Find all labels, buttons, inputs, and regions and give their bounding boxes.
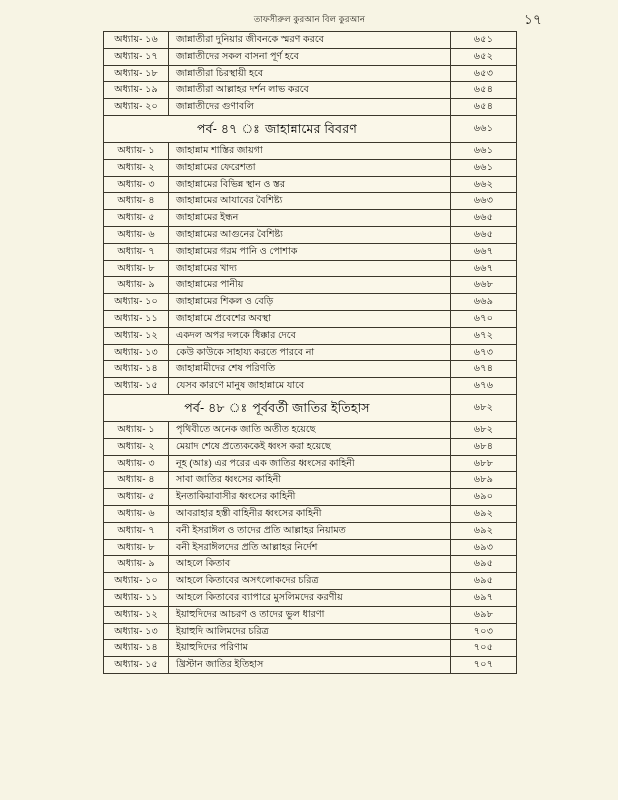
chapter-page-number: ৬৮৯ <box>451 472 517 489</box>
chapter-title: বনী ইসরাঈলদের প্রতি আল্লাহর নির্দেশ <box>169 539 451 556</box>
chapter-page-number: ৬৯০ <box>451 489 517 506</box>
chapter-title: খ্রিস্টান জাতির ইতিহাস <box>169 657 451 674</box>
table-row <box>104 310 517 327</box>
running-header <box>103 11 516 29</box>
chapter-page-number: ৬৯৫ <box>451 556 517 573</box>
part-colon: ঃ <box>241 121 261 136</box>
chapter-label: অধ্যায়- ১৩ <box>104 623 169 640</box>
part-number-label: পর্ব- ৪৭ <box>196 121 238 136</box>
chapter-title: ইয়াহুদিদের আচরণ ও তাদের ভুল ধারণা <box>169 606 451 623</box>
chapter-label: অধ্যায়- ১৪ <box>104 361 169 378</box>
chapter-label: অধ্যায়- ২০ <box>104 99 169 116</box>
chapter-page-number: ৬৭৬ <box>451 378 517 395</box>
chapter-label: অধ্যায়- ১০ <box>104 573 169 590</box>
chapter-label: অধ্যায়- ১৩ <box>104 344 169 361</box>
chapter-title: ইনতাকিয়াবাসীর ধ্বংসের কাহিনী <box>169 489 451 506</box>
table-row <box>104 378 517 395</box>
chapter-page-number: ৭০৭ <box>451 657 517 674</box>
page-number: ১৭ <box>524 12 543 27</box>
table-row <box>104 455 517 472</box>
table-row <box>104 573 517 590</box>
chapter-title: সাবা জাতির ধ্বংসের কাহিনী <box>169 472 451 489</box>
table-row <box>104 294 517 311</box>
chapter-title: ইয়াহুদি আলিমদের চরিত্র <box>169 623 451 640</box>
chapter-page-number: ৬৯৩ <box>451 539 517 556</box>
chapter-label: অধ্যায়- ১৬ <box>104 32 169 49</box>
chapter-label: অধ্যায়- ১ <box>104 142 169 159</box>
chapter-page-number: ৬৫২ <box>451 48 517 65</box>
table-row <box>104 82 517 99</box>
chapter-label: অধ্যায়- ১২ <box>104 606 169 623</box>
table-row <box>104 438 517 455</box>
chapter-page-number: ৬৮৮ <box>451 455 517 472</box>
chapter-page-number: ৬৬৭ <box>451 260 517 277</box>
part-title-text: জাহান্নামের বিবরণ <box>265 121 358 136</box>
chapter-label: অধ্যায়- ২ <box>104 438 169 455</box>
table-row-part-heading <box>104 115 517 142</box>
table-row <box>104 32 517 49</box>
table-row <box>104 243 517 260</box>
table-row <box>104 657 517 674</box>
chapter-page-number: ৬৭০ <box>451 310 517 327</box>
chapter-title: আহলে কিতাব <box>169 556 451 573</box>
chapter-title: জাহান্নামের আগুনের বৈশিষ্ট্য <box>169 226 451 243</box>
chapter-label: অধ্যায়- ৪ <box>104 472 169 489</box>
part-page-number: ৬৮২ <box>451 394 517 421</box>
table-row <box>104 344 517 361</box>
table-row <box>104 421 517 438</box>
chapter-label: অধ্যায়- ১৮ <box>104 65 169 82</box>
chapter-page-number: ৬৫৪ <box>451 99 517 116</box>
chapter-title: জাহান্নামের খাদ্য <box>169 260 451 277</box>
table-row <box>104 623 517 640</box>
part-page-number: ৬৬১ <box>451 115 517 142</box>
table-row <box>104 48 517 65</box>
chapter-label: অধ্যায়- ১১ <box>104 589 169 606</box>
chapter-label: অধ্যায়- ৯ <box>104 556 169 573</box>
chapter-page-number: ৬৭৩ <box>451 344 517 361</box>
table-row <box>104 556 517 573</box>
chapter-title: জান্নাতীরা দুনিয়ার জীবনকে স্মরণ করবে <box>169 32 451 49</box>
table-of-contents-table <box>103 31 517 674</box>
chapter-page-number: ৬৬৯ <box>451 294 517 311</box>
chapter-title: বনী ইসরাঈল ও তাদের প্রতি আল্লাহর নিয়ামত <box>169 522 451 539</box>
chapter-label: অধ্যায়- ২ <box>104 159 169 176</box>
chapter-label: অধ্যায়- ৬ <box>104 226 169 243</box>
chapter-title: জাহান্নামের আযাবের বৈশিষ্ট্য <box>169 193 451 210</box>
chapter-page-number: ৬৯২ <box>451 505 517 522</box>
chapter-title: ইয়াহুদিদের পরিণাম <box>169 640 451 657</box>
chapter-label: অধ্যায়- ৭ <box>104 243 169 260</box>
chapter-label: অধ্যায়- ১২ <box>104 327 169 344</box>
table-row <box>104 489 517 506</box>
chapter-label: অধ্যায়- ১১ <box>104 310 169 327</box>
table-row <box>104 159 517 176</box>
table-body <box>104 32 517 674</box>
table-row <box>104 361 517 378</box>
chapter-label: অধ্যায়- ১৭ <box>104 48 169 65</box>
table-row <box>104 505 517 522</box>
chapter-page-number: ৬৬৫ <box>451 226 517 243</box>
chapter-label: অধ্যায়- ১৯ <box>104 82 169 99</box>
chapter-title: মেয়াদ শেষে প্রত্যেককেই ধ্বংস করা হয়েছে <box>169 438 451 455</box>
chapter-label: অধ্যায়- ৫ <box>104 210 169 227</box>
chapter-title: জাহান্নামীদের শেষ পরিণতি <box>169 361 451 378</box>
table-row-part-heading <box>104 394 517 421</box>
chapter-label: অধ্যায়- ৬ <box>104 505 169 522</box>
table-row <box>104 65 517 82</box>
chapter-title: যেসব কারণে মানুষ জাহান্নামে যাবে <box>169 378 451 395</box>
chapter-page-number: ৬৯৮ <box>451 606 517 623</box>
chapter-title: আবরাহার হস্তী বাহিনীর ধ্বংসের কাহিনী <box>169 505 451 522</box>
table-row <box>104 226 517 243</box>
chapter-title: জাহান্নামের পানীয় <box>169 277 451 294</box>
chapter-page-number: ৬৮২ <box>451 421 517 438</box>
chapter-title: জাহান্নাম শাস্তির জায়গা <box>169 142 451 159</box>
chapter-label: অধ্যায়- ১৫ <box>104 657 169 674</box>
chapter-page-number: ৬৯৫ <box>451 573 517 590</box>
chapter-page-number: ৬৬১ <box>451 159 517 176</box>
chapter-label: অধ্যায়- ৭ <box>104 522 169 539</box>
chapter-label: অধ্যায়- ৮ <box>104 539 169 556</box>
chapter-label: অধ্যায়- ১৫ <box>104 378 169 395</box>
chapter-title: জাহান্নামের শিকল ও বেড়ি <box>169 294 451 311</box>
table-row <box>104 176 517 193</box>
chapter-title: জাহান্নামের গরম পানি ও পোশাক <box>169 243 451 260</box>
chapter-page-number: ৬৫১ <box>451 32 517 49</box>
chapter-title: জান্নাতীদের গুণাবলি <box>169 99 451 116</box>
chapter-label: অধ্যায়- ৪ <box>104 193 169 210</box>
chapter-page-number: ৬৯২ <box>451 522 517 539</box>
chapter-title: জান্নাতীদের সকল বাসনা পূর্ণ হবে <box>169 48 451 65</box>
chapter-title: আহলে কিতাবের অসৎলোকদের চরিত্র <box>169 573 451 590</box>
table-row <box>104 640 517 657</box>
part-title-text: পূর্ববর্তী জাতির ইতিহাস <box>252 400 370 415</box>
table-row <box>104 277 517 294</box>
chapter-page-number: ৬৭২ <box>451 327 517 344</box>
chapter-title: নূহ (আঃ) এর পরের এক জাতির ধ্বংসের কাহিনী <box>169 455 451 472</box>
chapter-page-number: ৭০৫ <box>451 640 517 657</box>
table-row <box>104 327 517 344</box>
chapter-page-number: ৭০৩ <box>451 623 517 640</box>
chapter-page-number: ৬৭৪ <box>451 361 517 378</box>
chapter-page-number: ৬৬৩ <box>451 193 517 210</box>
table-row <box>104 210 517 227</box>
table-row <box>104 522 517 539</box>
chapter-title: কেউ কাউকে সাহায্য করতে পারবে না <box>169 344 451 361</box>
part-heading-cell <box>104 394 451 421</box>
table-row <box>104 260 517 277</box>
chapter-label: অধ্যায়- ৫ <box>104 489 169 506</box>
chapter-page-number: ৬৬২ <box>451 176 517 193</box>
chapter-title: জাহান্নামের ইন্ধন <box>169 210 451 227</box>
table-row <box>104 539 517 556</box>
chapter-page-number: ৬৬৫ <box>451 210 517 227</box>
chapter-label: অধ্যায়- ৩ <box>104 176 169 193</box>
chapter-page-number: ৬৫৩ <box>451 65 517 82</box>
chapter-page-number: ৬৬৭ <box>451 243 517 260</box>
chapter-label: অধ্যায়- ৩ <box>104 455 169 472</box>
chapter-title: জাহান্নামের বিভিন্ন স্থান ও স্তর <box>169 176 451 193</box>
table-row <box>104 193 517 210</box>
chapter-page-number: ৬৫৪ <box>451 82 517 99</box>
running-header-title: তাফসীরুল কুরআন বিল কুরআন <box>253 14 366 24</box>
chapter-title: পৃথিবীতে অনেক জাতি অতীত হয়েছে <box>169 421 451 438</box>
chapter-page-number: ৬৬১ <box>451 142 517 159</box>
chapter-title: জান্নাতীরা আল্লাহর দর্শন লাভ করবে <box>169 82 451 99</box>
chapter-page-number: ৬৯৭ <box>451 589 517 606</box>
chapter-label: অধ্যায়- ৯ <box>104 277 169 294</box>
part-colon: ঃ <box>228 400 248 415</box>
table-row <box>104 472 517 489</box>
chapter-title: একদল অপর দলকে ধিক্কার দেবে <box>169 327 451 344</box>
chapter-label: অধ্যায়- ১৪ <box>104 640 169 657</box>
chapter-title: জাহান্নামে প্রবেশের অবস্থা <box>169 310 451 327</box>
chapter-label: অধ্যায়- ১ <box>104 421 169 438</box>
chapter-title: জান্নাতীরা চিরস্থায়ী হবে <box>169 65 451 82</box>
chapter-label: অধ্যায়- ১০ <box>104 294 169 311</box>
chapter-title: জাহান্নামের ফেরেশতা <box>169 159 451 176</box>
table-row <box>104 99 517 116</box>
table-row <box>104 589 517 606</box>
chapter-page-number: ৬৬৮ <box>451 277 517 294</box>
chapter-title: আহলে কিতাবের ব্যাপারে মুসলিমদের করণীয় <box>169 589 451 606</box>
chapter-label: অধ্যায়- ৮ <box>104 260 169 277</box>
table-row <box>104 142 517 159</box>
part-heading-cell <box>104 115 451 142</box>
chapter-page-number: ৬৮৪ <box>451 438 517 455</box>
part-number-label: পর্ব- ৪৮ <box>184 400 225 415</box>
table-row <box>104 606 517 623</box>
